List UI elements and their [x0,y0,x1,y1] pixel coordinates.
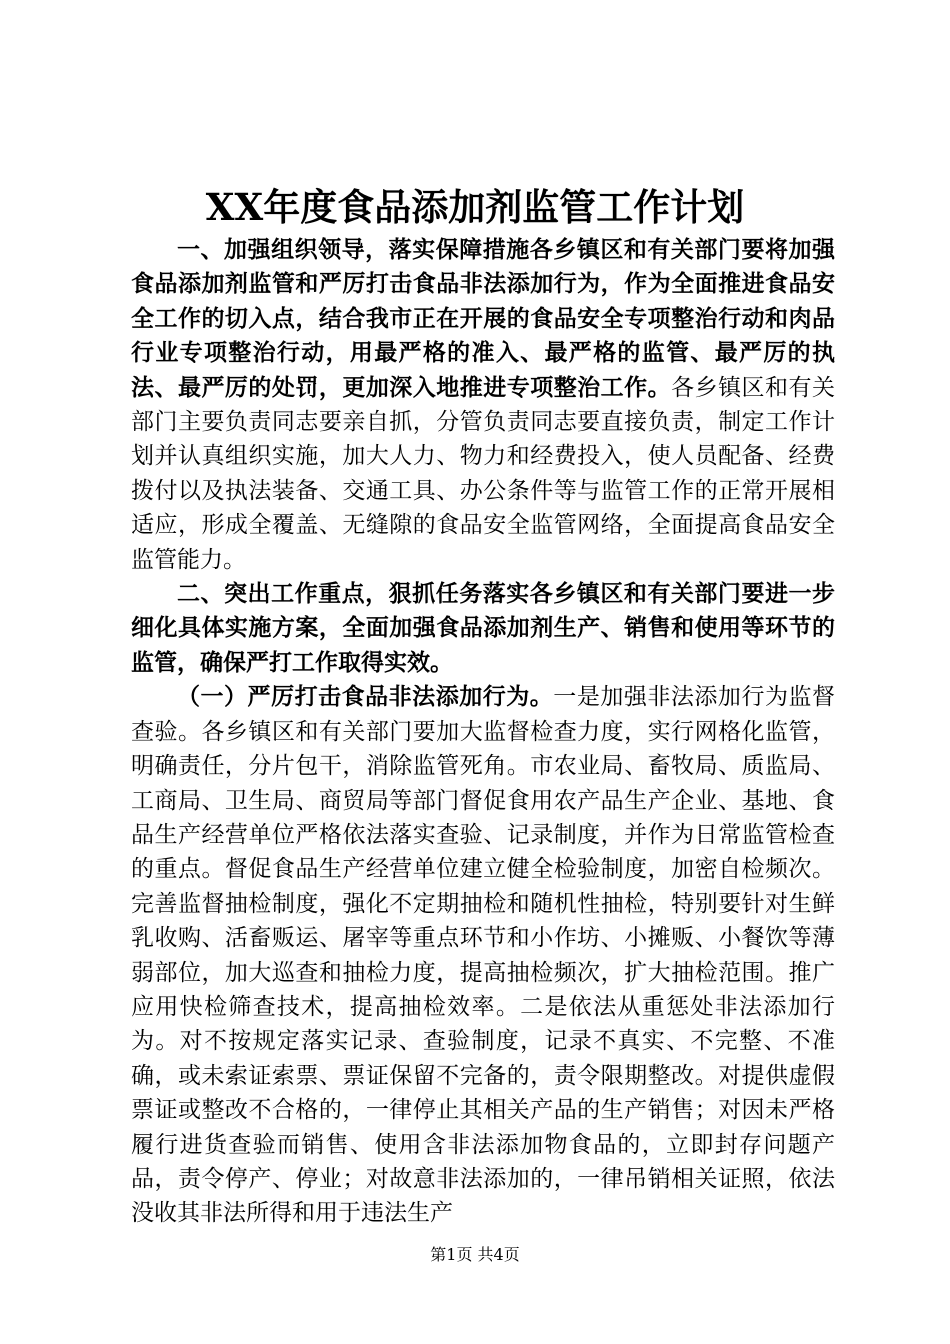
paragraph-3 [131,680,835,1231]
paragraph-2 [131,577,835,680]
paragraph-2-heading: 二、突出工作重点，狠抓任务落实各乡镇区和有关部门要进一步细化具体实施方案，全面加强食品添加剂生产、销售和使用等环节的监管，确保严打工作取得实效。 [131,581,835,676]
document-body [131,233,835,1231]
paragraph-1-text: 各乡镇区和有关部门主要负责同志要亲自抓，分管负责同志要直接负责，制定工作计划并认真组织实施，加大人力、物力和经费投入，使人员配备、经费拨付以及执法装备、交通工具、办公条件等与监管工作的正常开展相适应，形成全覆盖、无缝隙的食品安全监管网络，全面提高食品安全监管能力。 [131,374,836,573]
paragraph-3-heading: （一）严厉打击食品非法添加行为。 [177,684,554,711]
paragraph-1-heading: 一、加强组织领导，落实保障措施各乡镇区和有关部门要将加强食品添加剂监管和严厉打击食品非法添加行为，作为全面推进食品安全工作的切入点，结合我市正在开展的食品安全专项整治行动和肉品行业专项整治行动，用最严格的准入、最严格的监管、最严厉的执法、最严厉的处罚，更加深入地推进专项整治工作。 [131,237,835,401]
document-title: XX年度食品添加剂监管工作计划 [205,185,745,229]
paragraph-3-text: 一是加强非法添加行为监督查验。各乡镇区和有关部门要加大监督检查力度，实行网格化监管，明确责任，分片包干，消除监管死角。市农业局、畜牧局、质监局、工商局、卫生局、商贸局等部门督促食用农产品生产企业、基地、食品生产经营单位严格依法落实查验、记录制度，并作为日常监管检查的重点。督促食品生产经营单位建立健全检验制度，加密自检频次。完善监督抽检制度，强化不定期抽检和随机性抽检，特别要针对生鲜乳收购、活畜贩运、屠宰等重点环节和小作坊、小摊贩、小餐饮等薄弱部位，加大巡查和抽检力度，提高抽检频次，扩大抽检范围。推广应用快检筛查技术，提高抽检效率。二是依法从重惩处非法添加行为。对不按规定落实记录、查验制度，记录不真实、不完整、不准确，或未索证索票、票证保留不完备的，责令限期整改。对提供虚假票证或整改不合格的，一律停止其相关产品的生产销售；对因未严格履行进货查验而销售、使用含非法添加物食品的，立即封存问题产品，责令停产、停业；对故意非法添加的，一律吊销相关证照，依法没收其非法所得和用于违法生产 [131,684,836,1227]
paragraph-1 [131,233,835,577]
page-number: 第1页 共4页 [430,1245,520,1264]
